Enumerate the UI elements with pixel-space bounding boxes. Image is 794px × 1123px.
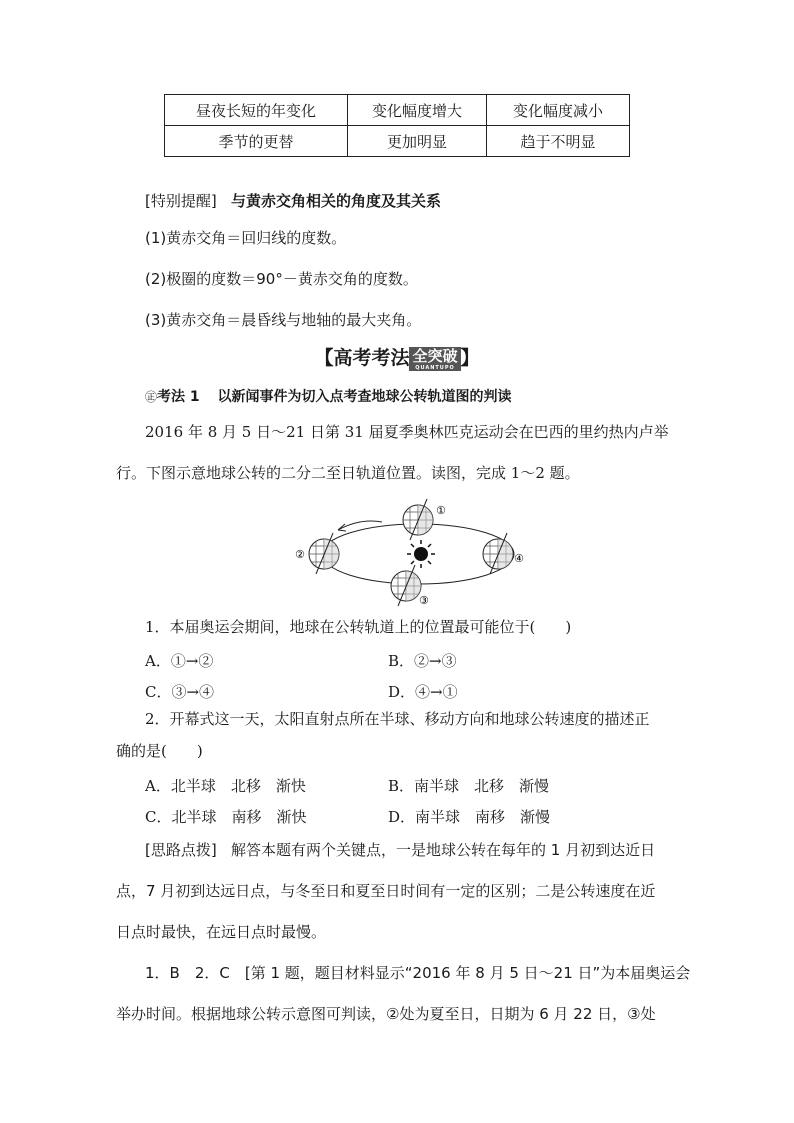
earth-icon (400, 499, 436, 540)
tip-header (145, 190, 441, 211)
method-icon: ㊣ (145, 390, 158, 404)
intro-line: 行。下图示意地球公转的二分二至日轨道位置。读图，完成 1～2 题。 (116, 464, 580, 482)
tip-item: (2)极圈的度数＝90°－黄赤交角的度数。 (145, 270, 418, 288)
earth-icon (306, 533, 342, 574)
question-2-stem-cont: 确的是( ) (116, 742, 203, 760)
hint-label: [思路点拨] (145, 841, 217, 859)
option-c: C．③→④ (145, 683, 215, 701)
table-cell: 昼夜长短的年变化 (165, 95, 348, 126)
table-cell: 季节的更替 (165, 126, 348, 157)
tip-item: (1)黄赤交角＝回归线的度数。 (145, 229, 347, 247)
section-badge (409, 347, 460, 371)
sun-icon (407, 540, 435, 568)
option-b: B．②→③ (388, 652, 457, 670)
option-a: A．①→② (145, 652, 214, 670)
table-row (165, 126, 630, 157)
position-label: ② (295, 548, 305, 561)
orbit-diagram (290, 496, 530, 608)
direction-arrow (338, 521, 382, 530)
hint-line: 日点时最快，在远日点时最慢。 (116, 923, 327, 941)
question-2-stem: 2．开幕式这一天，太阳直射点所在半球、移动方向和地球公转速度的描述正 (145, 710, 650, 728)
hint-line (145, 843, 655, 858)
option-d: D．南半球 南移 渐慢 (388, 808, 551, 826)
intro-line: 2016 年 8 月 5 日～21 日第 31 届夏季奥林匹克运动会在巴西的里约热内卢举 (145, 423, 669, 441)
table-cell: 趋于不明显 (487, 126, 630, 157)
position-label: ④ (514, 552, 524, 565)
answer-line: 举办时间。根据地球公转示意图可判读，②处为夏至日，日期为 6 月 22 日，③处 (116, 1005, 656, 1023)
table-cell: 更加明显 (348, 126, 487, 157)
section-badge-subtext: QUANTUPO (415, 364, 455, 371)
table-cell: 变化幅度增大 (348, 95, 487, 126)
tip-item: (3)黄赤交角＝晨昏线与地轴的最大夹角。 (145, 311, 422, 329)
table-row (165, 95, 630, 126)
method-title: 以新闻事件为切入点考查地球公转轨道图的判读 (217, 389, 512, 405)
option-d: D．④→① (388, 683, 458, 701)
comparison-table (164, 94, 630, 157)
hint-text: 解答本题有两个关键点，一是地球公转在每年的 1 月初到达近日 (231, 841, 656, 859)
answer-line: 1．B 2．C [第 1 题，题目材料显示“2016 年 8 月 5 日～21 日”为本届奥运会 (145, 964, 691, 982)
section-heading (0, 343, 794, 371)
position-label: ③ (419, 594, 429, 607)
option-b: B．南半球 北移 渐慢 (388, 777, 550, 795)
earth-icon (480, 533, 516, 574)
method-label: 考法 1 (157, 389, 200, 405)
hint-line: 点，7 月初到达远日点，与冬至日和夏至日时间有一定的区别；二是公转速度在近 (116, 882, 656, 900)
tip-label: [特别提醒] (145, 192, 217, 210)
section-badge-text: 全突破 (412, 346, 458, 365)
table-cell: 变化幅度减小 (487, 95, 630, 126)
tip-title: 与黄赤交角相关的角度及其关系 (231, 192, 442, 210)
option-a: A．北半球 北移 渐快 (145, 777, 306, 795)
option-c: C．北半球 南移 渐快 (145, 808, 307, 826)
question-1-stem: 1．本届奥运会期间，地球在公转轨道上的位置最可能位于( ) (145, 618, 572, 636)
section-heading-text: 【高考考法 (314, 347, 410, 369)
method-line (145, 386, 511, 406)
section-heading-end: 】 (460, 347, 480, 369)
position-label: ① (436, 504, 446, 517)
